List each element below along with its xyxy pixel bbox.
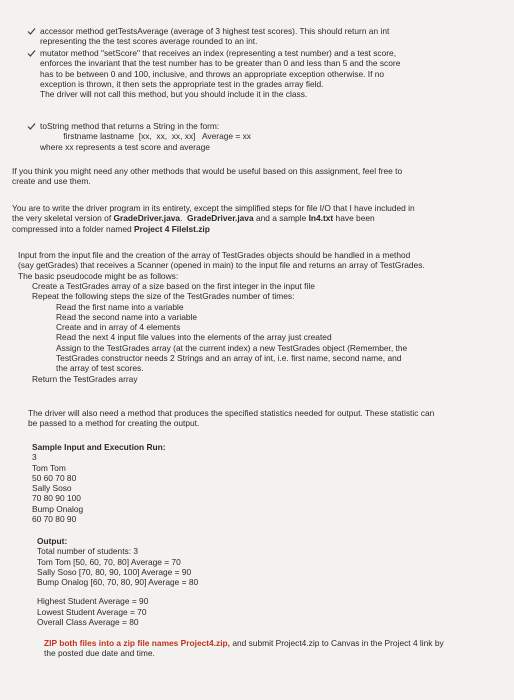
check-icon [27,49,36,59]
checklist-item-tostring: toString method that returns a String in the form: firstname lastname [xx, xx, xx, xx] Average = xx where xx represents a test score and average [40,121,251,152]
sample-input-line: Sally Soso [32,483,72,494]
check-icon [27,122,36,132]
sample-input-line: 60 70 80 90 [32,514,77,525]
pseudocode-line: Read the first name into a variable [56,301,184,312]
filename-gradedriver: GradeDriver.java [187,213,254,224]
checklist-item-accessor: accessor method getTestsAverage (average of 3 highest test scores). This should return an int representing the the test scores average rounded to an int. [40,26,390,47]
sample-input-line: 50 60 70 80 [32,472,77,483]
filename-in4: In4.txt [308,213,334,224]
pseudocode-line: Read the second name into a variable [56,311,198,322]
output-line: Bump Onalog [60, 70, 80, 90] Average = 80 [37,577,199,588]
pseudocode-line: Read the next 4 input file values into the elements of the array just created [56,332,332,343]
sample-input [32,442,166,524]
output-heading: Output: [37,536,68,546]
paragraph-statistics: The driver will also need a method that produces the specified statistics needed for output. These statistic can be passed to a method for creating the output. [28,408,435,429]
zip-instructions: ZIP both files into a zip file names Project4.zip, and submit Project4.zip to Canvas in the Project 4 link by the posted due date and time. [44,638,444,659]
sample-input-line: Bump Onalog [32,503,84,514]
summary-line: Overall Class Average = 80 [37,617,139,628]
summary-line: Highest Student Average = 90 [37,596,149,607]
pseudocode-line: Repeat the following steps the size of the TestGrades number of times: [32,291,295,302]
sample-output [37,536,198,627]
pseudocode-line: TestGrades constructor needs 2 Strings and an array of int, i.e. first name, second name, and [56,353,402,364]
sample-input-line: 3 [32,452,37,463]
checklist-item-mutator: mutator method "setScore" that receives an index (representing a test number) and a test score, enforces the invariant that the test number has to be greater than 0 and less than 5 and the score has to be between 0 and 100, inclusive, and throws an appropriate exception otherwise. If no exception is thrown, it then sets the appropriate test in the grades array field. The driver will not call this method, but you should include it in the class. [40,48,401,100]
pseudocode-line: Return the TestGrades array [32,373,138,384]
output-line: Total number of students: 3 [37,546,139,557]
filename-gradedriver: GradeDriver.java [113,213,181,224]
sample-input-line: 70 80 90 100 [32,493,81,504]
pseudocode-line: Assign to the TestGrades array (at the current index) a new TestGrades object (Remember, the [56,342,408,353]
pseudocode [18,281,407,384]
output-line: Tom Tom [50, 60, 70, 80] Average = 70 [37,556,181,567]
sample-heading: Sample Input and Execution Run: [32,442,166,452]
paragraph-driver: You are to write the driver program in its entirety, except the simplified steps for file I/O that I have included in the very skeletal version of GradeDriver.java. GradeDriver.java and a sample In4.txt have been compressed into a folder named Project 4 FileIst.zip [12,203,415,234]
paragraph-input: Input from the input file and the creation of the array of TestGrades objects should be handled in a method (say getGrades) that receives a Scanner (opened in main) to the input file and returns an array of TestGrades. The basic pseudocode might be as follows: [18,250,425,281]
zip-note-emphasis: ZIP both files into a zip file names Project4.zip, [44,638,230,648]
pseudocode-line: Create and in array of 4 elements [56,322,181,333]
check-icon [27,27,36,37]
filename-zip: Project 4 FileIst.zip [133,223,210,234]
paragraph-other-methods: If you think you might need any other methods that would be useful based on this assignment, feel free to create and use them. [12,166,403,187]
sample-input-line: Tom Tom [32,462,66,473]
pseudocode-line: Create a TestGrades array of a size based on the first integer in the input file [32,281,315,291]
summary-line: Lowest Student Average = 70 [37,606,147,617]
output-line: Sally Soso [70, 80, 90, 100] Average = 90 [37,566,192,577]
pseudocode-line: the array of test scores. [56,363,144,374]
